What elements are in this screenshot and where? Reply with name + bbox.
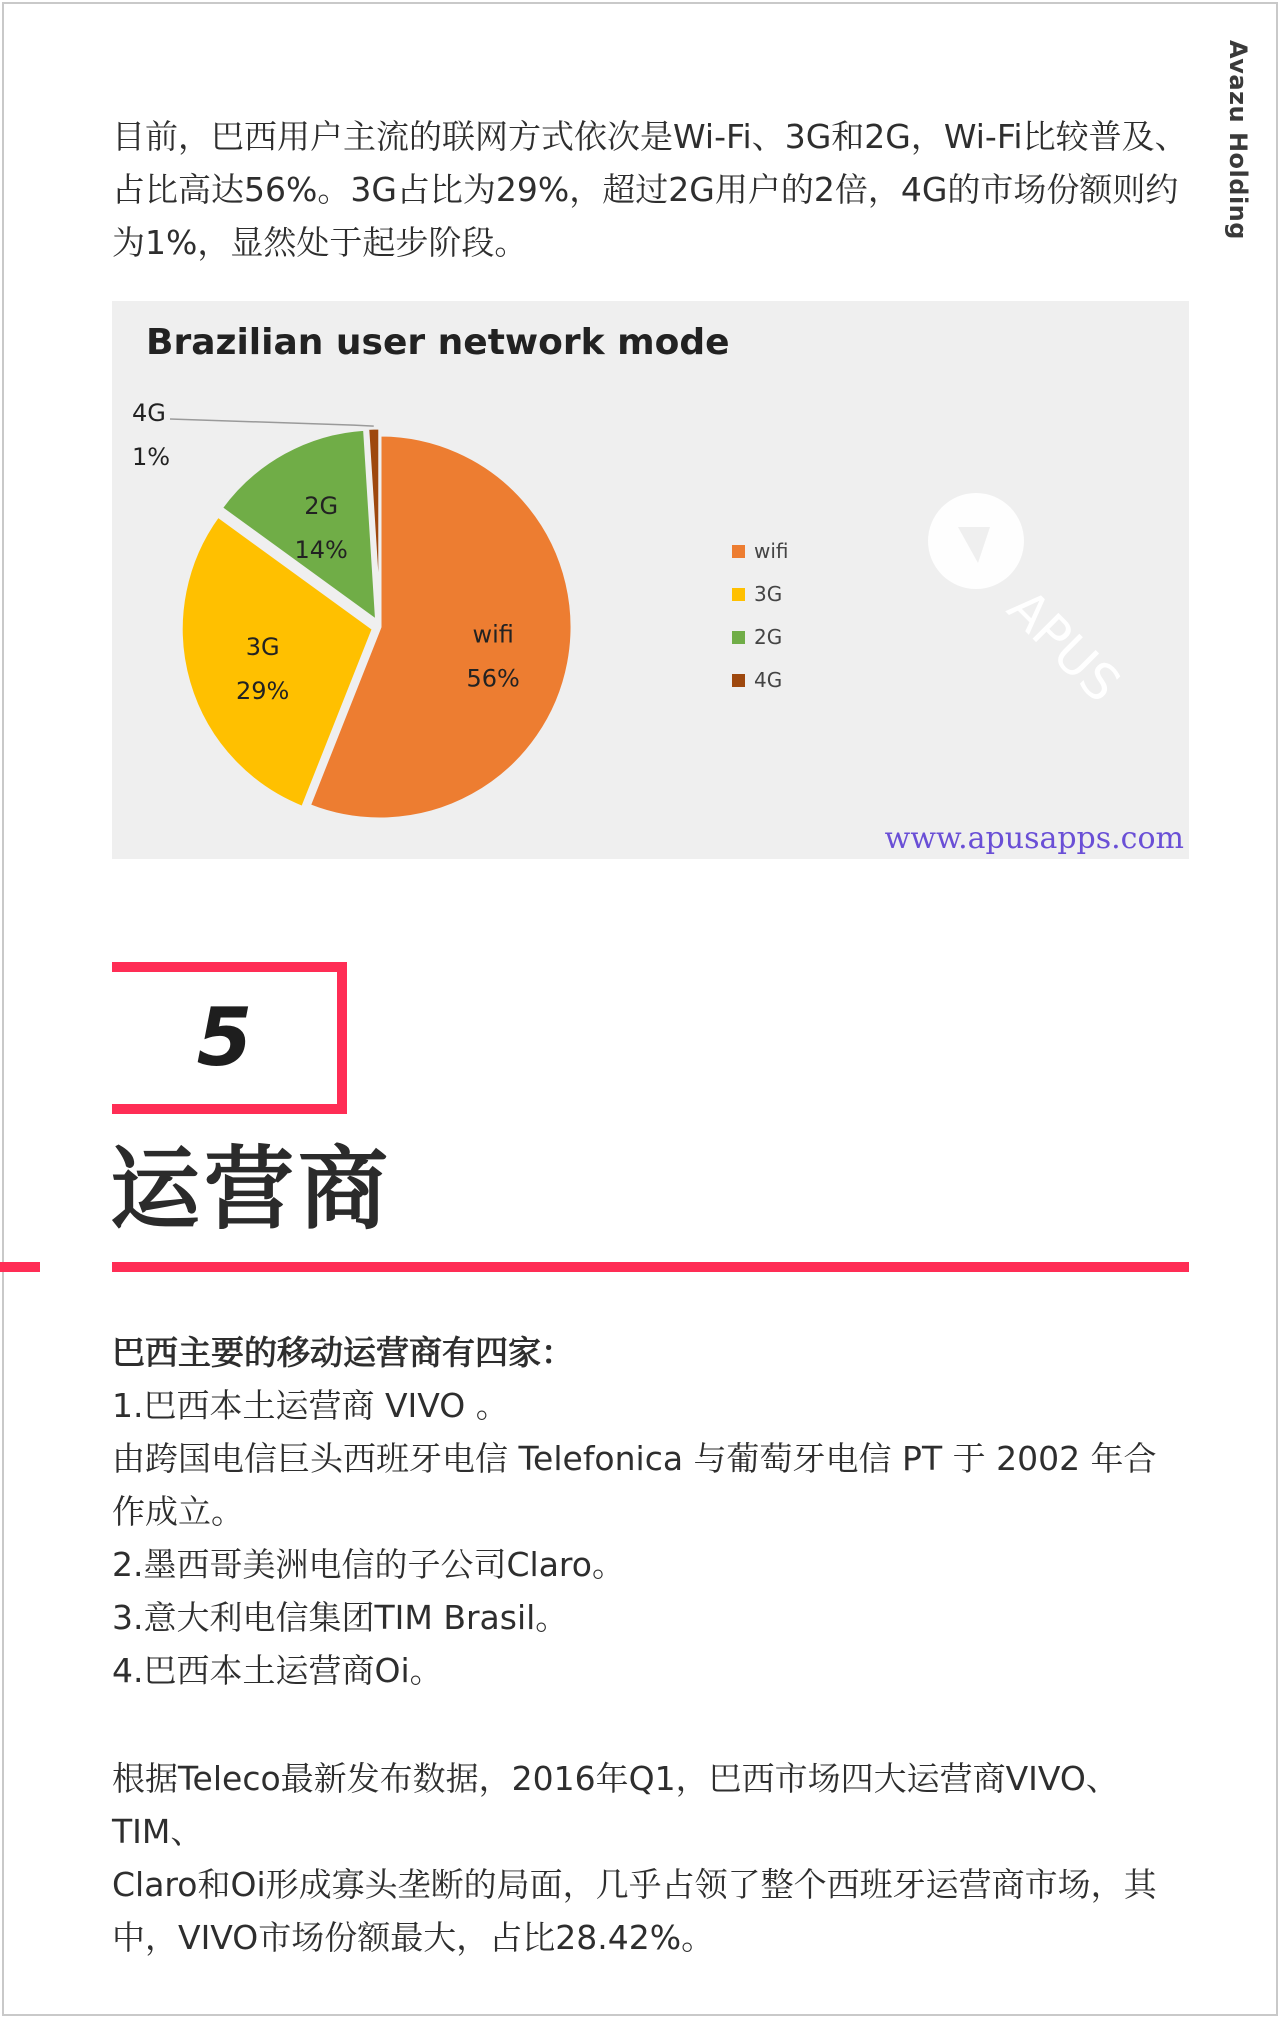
- pie-chart-figure: [112, 301, 1189, 859]
- legend-swatch-3g: [732, 588, 745, 601]
- market-line: 根据Teleco最新发布数据，2016年Q1，巴西市场四大运营商VIVO、TIM、: [112, 1759, 1119, 1851]
- section-rule-left: [0, 1262, 40, 1272]
- legend-label-2g: 2G: [754, 625, 783, 649]
- pie-chart-svg: [112, 301, 1189, 859]
- carrier-list: [112, 1326, 1192, 1697]
- slice-value-3g: 29%: [235, 677, 290, 706]
- section-rule: [112, 1262, 1189, 1272]
- market-line: 中，VIVO市场份额最大，占比28.42%。: [112, 1918, 715, 1957]
- carrier-list-item: 作成立。: [112, 1492, 244, 1531]
- apus-logo: [928, 493, 1131, 713]
- carrier-list-item: 3.意大利电信集团TIM Brasil。: [112, 1598, 569, 1637]
- legend-label-3g: 3G: [754, 582, 783, 606]
- market-line: Claro和Oi形成寡头垄断的局面，几乎占领了整个西班牙运营商市场，其: [112, 1865, 1157, 1904]
- leader-line-4g: [170, 419, 374, 426]
- legend-swatch-2g: [732, 631, 745, 644]
- apus-watermark: APUS: [996, 578, 1132, 714]
- slice-label-4g: 4G: [132, 399, 166, 427]
- carrier-list-item: 4.巴西本土运营商Oi。: [112, 1651, 443, 1690]
- slice-label-3g: 3G: [245, 633, 280, 662]
- intro-paragraph: [112, 110, 1192, 269]
- carrier-list-item: 由跨国电信巨头西班牙电信 Telefonica 与葡萄牙电信 PT 于 2002 年合: [112, 1439, 1157, 1478]
- source-url: www.apusapps.com: [884, 821, 1184, 856]
- side-brand-label: Avazu Holding: [1224, 40, 1252, 240]
- carrier-list-lead: 巴西主要的移动运营商有四家：: [112, 1333, 574, 1372]
- slice-value-2g: 14%: [294, 535, 348, 564]
- legend-swatch-4g: [732, 674, 745, 687]
- market-share-paragraph: [112, 1752, 1192, 1964]
- section-title: 运营商: [110, 1137, 392, 1242]
- slice-value-4g: 1%: [132, 443, 171, 471]
- chart-title: Brazilian user network mode: [146, 322, 730, 363]
- slice-label-wifi: wifi: [472, 620, 514, 649]
- carrier-list-item: 2.墨西哥美洲电信的子公司Claro。: [112, 1545, 625, 1584]
- section-number-box: [112, 962, 347, 1114]
- carrier-list-item: 1.巴西本土运营商 VIVO 。: [112, 1386, 509, 1425]
- intro-line: 占比高达56%。3G占比为29%，超过2G用户的2倍，4G的市场份额则约: [112, 170, 1179, 209]
- intro-line: 目前，巴西用户主流的联网方式依次是Wi-Fi、3G和2G，Wi-Fi比较普及、: [112, 117, 1188, 156]
- slice-label-2g: 2G: [304, 491, 339, 520]
- legend-swatch-wifi: [732, 545, 745, 558]
- section-number: 5: [196, 991, 253, 1084]
- slice-value-wifi: 56%: [466, 664, 520, 693]
- legend-label-wifi: wifi: [754, 539, 789, 563]
- intro-line: 为1%，显然处于起步阶段。: [112, 223, 528, 262]
- legend-label-4g: 4G: [754, 668, 783, 692]
